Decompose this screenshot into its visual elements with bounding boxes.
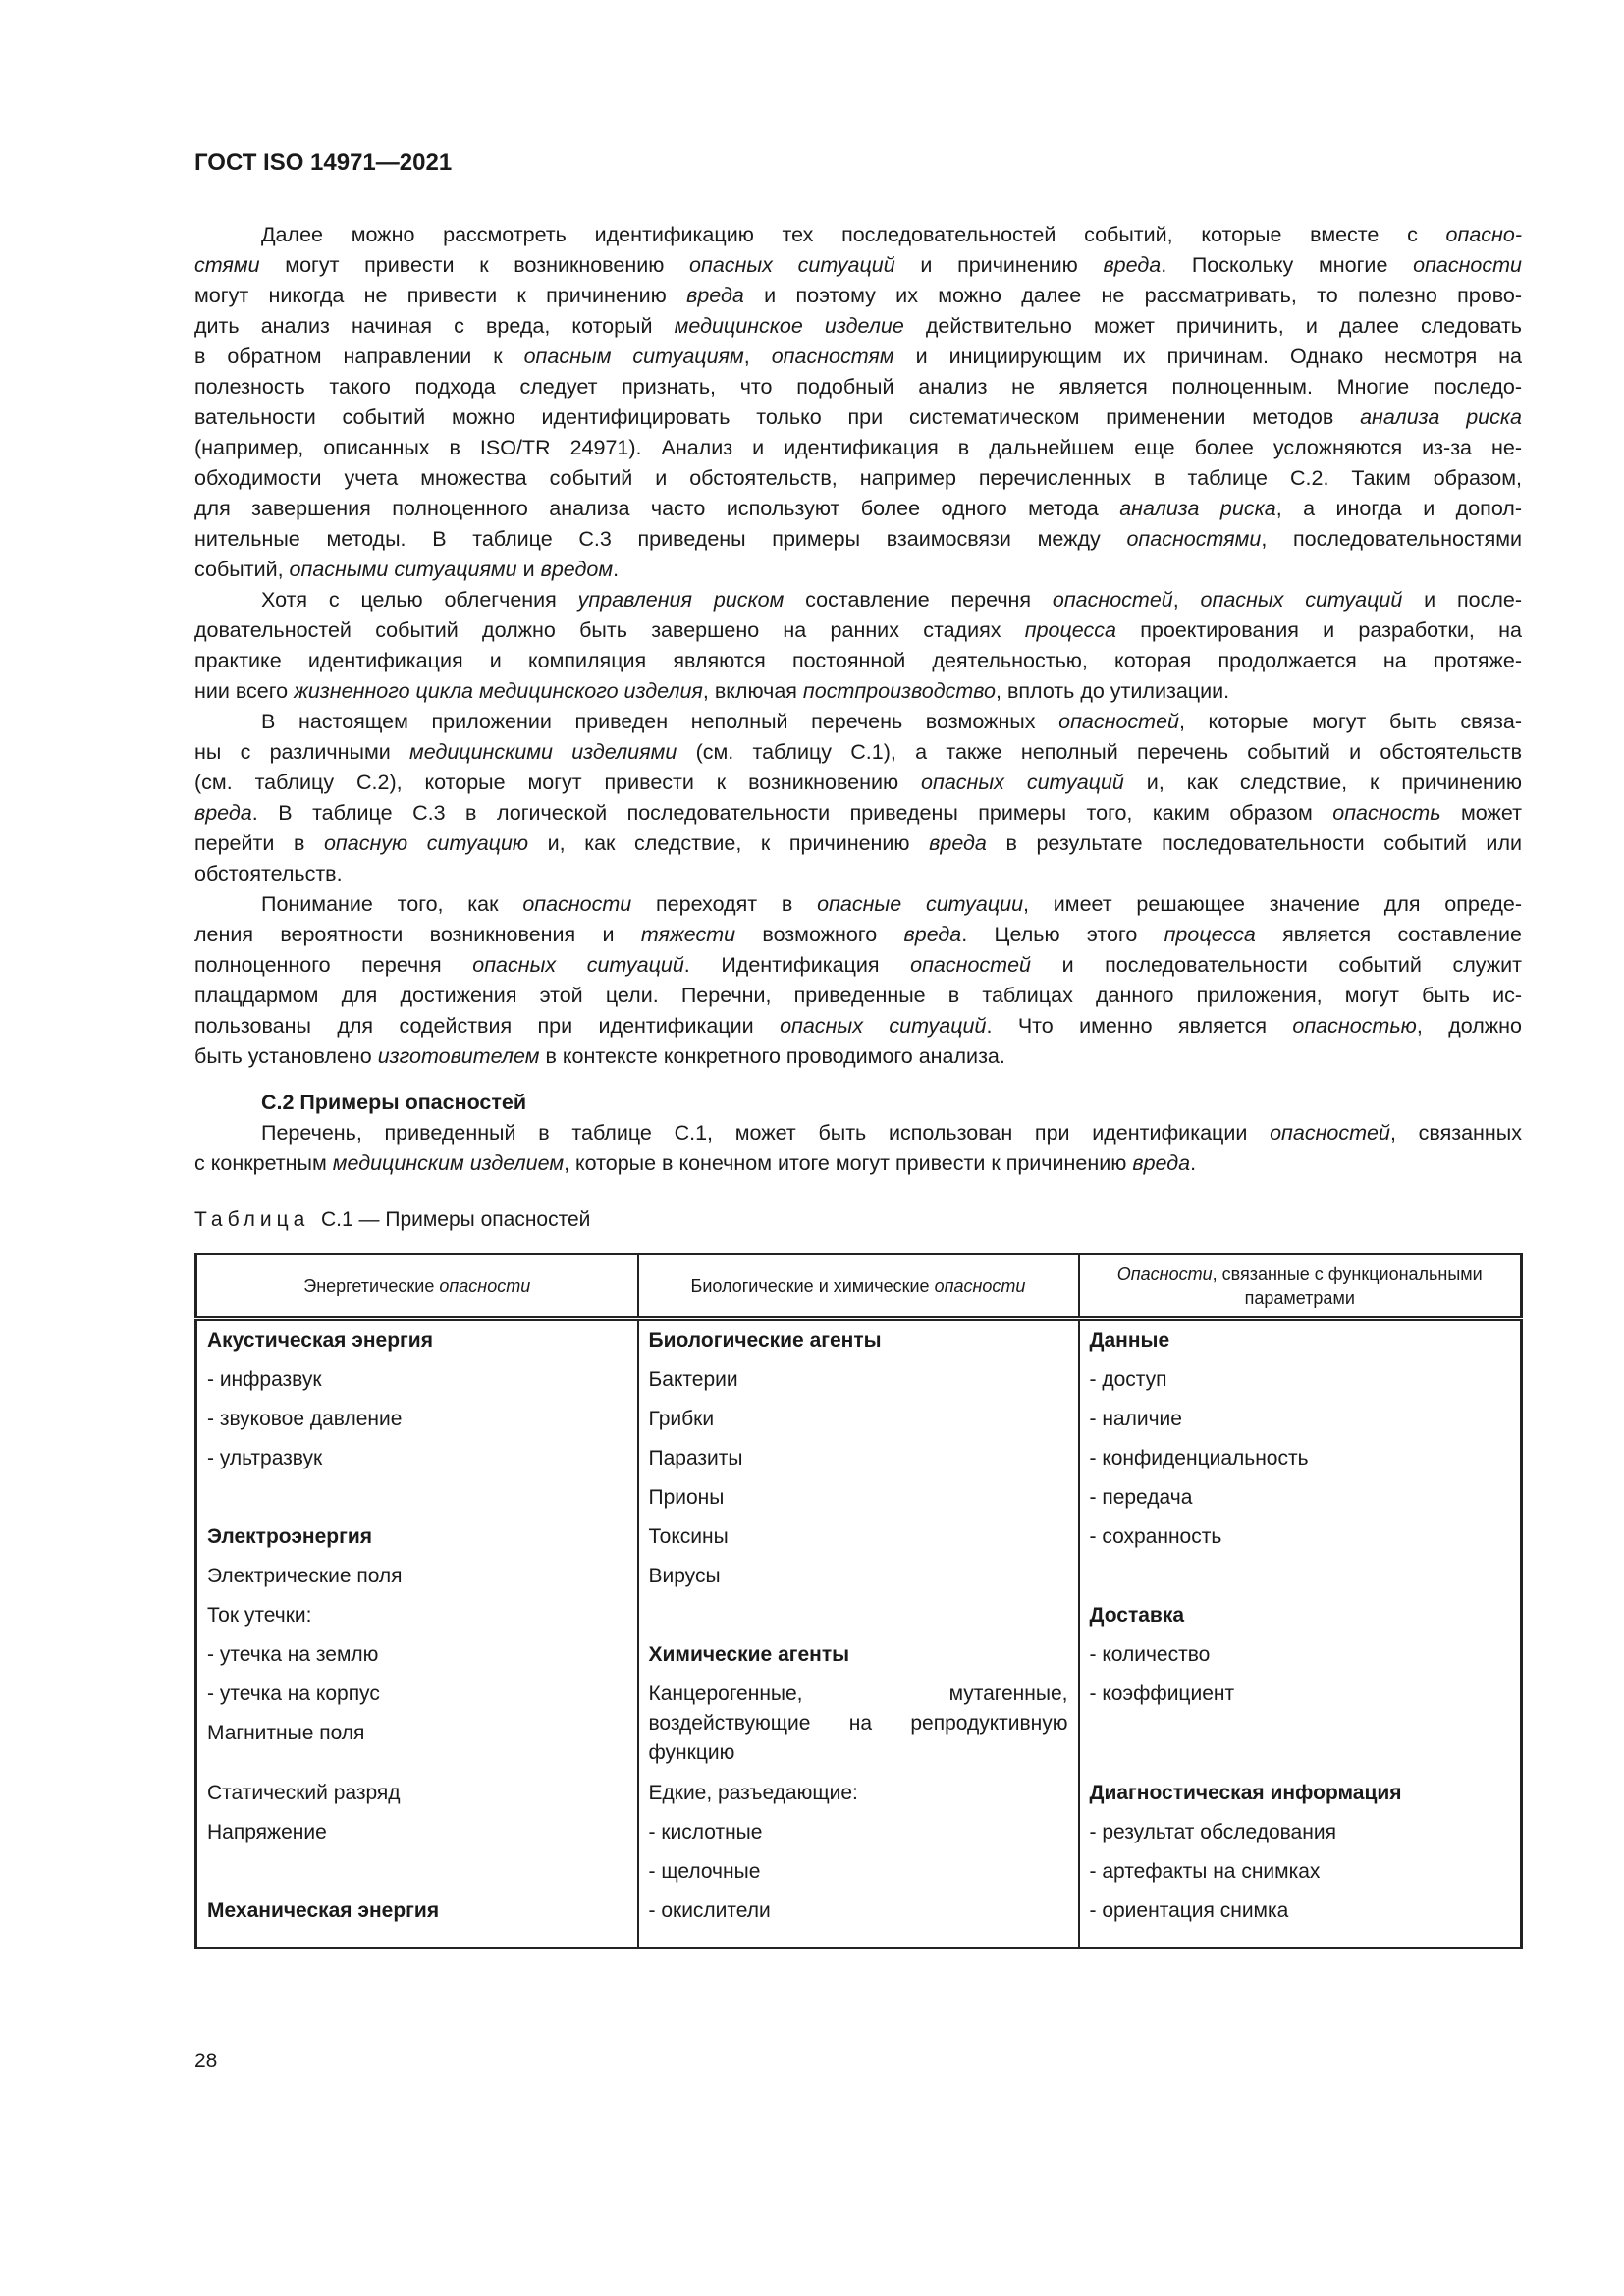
table-cell: Акустическая энергия xyxy=(207,1329,433,1352)
table-cell: Данные xyxy=(1079,1319,1522,1362)
italic-term: опасности xyxy=(1413,253,1522,277)
italic-term: медицинскими изделиями xyxy=(409,740,677,764)
table-cell: - артефакты на снимках xyxy=(1079,1852,1522,1892)
hazard-examples-table xyxy=(194,1253,1523,1949)
italic-term: опасным ситуациям xyxy=(523,345,744,368)
table-cell: - сохранность xyxy=(1079,1518,1522,1557)
document-header-title: ГОСТ ISO 14971—2021 xyxy=(194,149,453,176)
table-caption-label: Таблица xyxy=(194,1208,310,1231)
italic-term: опасностью xyxy=(1292,1014,1417,1038)
italic-term: управления риском xyxy=(577,588,785,612)
text-line xyxy=(194,250,1522,281)
italic-term: медицинское изделие xyxy=(674,314,904,338)
text-run: и, как следствие, к причинению xyxy=(528,831,930,855)
table-cell: - количество xyxy=(1079,1635,1522,1675)
table-cell xyxy=(196,1852,638,1892)
text-run: могут никогда не привести к причинению xyxy=(194,284,687,307)
italic-term: опасностям xyxy=(771,345,894,368)
italic-term: опасных ситуаций xyxy=(472,953,684,977)
text-run: , xyxy=(743,345,772,368)
text-run: . В таблице С.3 в логической последовательности приведены примеры того, каким образом xyxy=(251,801,1333,825)
table-header-row xyxy=(196,1255,1522,1319)
text-line xyxy=(194,463,1522,494)
text-run: в контексте конкретного проводимого анализа. xyxy=(539,1044,1005,1068)
table-row xyxy=(196,1635,1522,1675)
text-run: Далее можно рассмотреть идентификацию тех последовательностей событий, которые вместе с xyxy=(261,223,1446,246)
italic-term: вреда xyxy=(903,923,962,946)
section-heading: С.2 Примеры опасностей xyxy=(261,1091,527,1114)
text-run: Перечень, приведенный в таблице С.1, может быть использован при идентификации xyxy=(261,1121,1271,1145)
text-line xyxy=(194,859,1522,889)
text-run: в результате последовательности событий или xyxy=(986,831,1522,855)
table-row xyxy=(196,1439,1522,1478)
text-run: , последовательностями xyxy=(1261,527,1522,551)
text-run: и причинению xyxy=(894,253,1104,277)
text-line xyxy=(194,524,1522,555)
text-line xyxy=(194,1148,1522,1179)
table-row xyxy=(196,1319,1522,1362)
text-run: . Что именно является xyxy=(986,1014,1293,1038)
text-run: . Идентификация xyxy=(683,953,911,977)
table-cell: - утечка на корпус xyxy=(207,1682,380,1705)
text-run: составление перечня xyxy=(784,588,1053,612)
table-row xyxy=(196,1813,1522,1852)
text-line xyxy=(194,889,1522,920)
text-run: полезность такого подхода следует признать, что подобный анализ не является полноценным. Многие последо- xyxy=(194,375,1522,399)
text-run: вательности событий можно идентифицировать только при систематическом применении методов xyxy=(194,405,1361,429)
text-line xyxy=(194,768,1522,798)
table-cell: - коэффициент xyxy=(1079,1675,1522,1714)
table-row xyxy=(196,1478,1522,1518)
italic-term: постпроизводство xyxy=(802,679,997,703)
table-row xyxy=(196,1361,1522,1400)
text-line xyxy=(194,311,1522,342)
italic-term: вреда xyxy=(686,284,744,307)
text-line xyxy=(194,281,1522,311)
italic-term: вреда xyxy=(1103,253,1162,277)
table-cell: Биологические агенты xyxy=(638,1319,1079,1362)
text-run: нии всего xyxy=(194,679,295,703)
table-row xyxy=(196,1675,1522,1714)
text-line xyxy=(194,615,1522,646)
text-run: ления вероятности возникновения и xyxy=(194,923,641,946)
italic-term: опасностей xyxy=(1058,710,1179,733)
italic-term: жизненного цикла медицинского изделия xyxy=(294,679,703,703)
text-run: (см. таблицу С.2), которые могут привести к возникновению xyxy=(194,771,922,794)
text-line xyxy=(194,220,1522,250)
table-cell: Прионы xyxy=(638,1478,1079,1518)
italic-term: опасно- xyxy=(1445,223,1522,246)
table-cell: - результат обследования xyxy=(1079,1813,1522,1852)
italic-term: процесса xyxy=(1164,923,1256,946)
italic-term: опасных ситуаций xyxy=(689,253,895,277)
text-line xyxy=(194,433,1522,463)
text-run: обстоятельств. xyxy=(194,862,343,885)
italic-term: Опасности xyxy=(1116,1264,1213,1284)
italic-term: опасных ситуаций xyxy=(780,1014,987,1038)
table-caption-text: С.1 — Примеры опасностей xyxy=(321,1208,591,1231)
text-run: , которые могут быть связа- xyxy=(1178,710,1522,733)
text-run: и поэтому их можно далее не рассматривать, то полезно прово- xyxy=(743,284,1522,307)
text-run: в обратном направлении к xyxy=(194,345,524,368)
italic-term: вредом xyxy=(540,558,614,581)
table-cell: - звуковое давление xyxy=(207,1408,403,1430)
table-cell: Механическая энергия xyxy=(207,1899,440,1922)
italic-term: опасную ситуацию xyxy=(323,831,529,855)
italic-term: опасных ситуаций xyxy=(921,771,1124,794)
italic-term: вреда xyxy=(194,801,252,825)
italic-term: опасных ситуаций xyxy=(1200,588,1403,612)
italic-term: опасности xyxy=(439,1276,531,1296)
table-cell: - конфиденциальность xyxy=(1079,1439,1522,1478)
text-line xyxy=(194,402,1522,433)
table-cell: Диагностическая информация xyxy=(1079,1774,1522,1813)
text-run: , xyxy=(1172,588,1201,612)
text-run: В настоящем приложении приведен неполный перечень возможных xyxy=(261,710,1059,733)
table-row xyxy=(196,1400,1522,1439)
text-line xyxy=(194,676,1522,707)
table-cell: - щелочные xyxy=(638,1852,1079,1892)
table-cell: Вирусы xyxy=(638,1557,1079,1596)
text-run: довательностей событий должно быть завершено на ранних стадиях xyxy=(194,618,1025,642)
table-cell: Статический разряд xyxy=(207,1782,401,1804)
table-cell: Доставка xyxy=(1079,1596,1522,1635)
text-run: для завершения полноценного анализа часто используют более одного метода xyxy=(194,497,1120,520)
text-run: , а иногда и допол- xyxy=(1275,497,1522,520)
table-body xyxy=(196,1319,1522,1949)
table-cell xyxy=(1079,1714,1522,1774)
text-run: , связанных xyxy=(1389,1121,1522,1145)
page-number: 28 xyxy=(194,2050,218,2072)
text-run: , которые в конечном итоге могут привести к причинению xyxy=(564,1151,1133,1175)
text-run: действительно может причинить, и далее следовать xyxy=(903,314,1522,338)
text-line xyxy=(194,646,1522,676)
table-cell: Едкие, разъедающие: xyxy=(638,1774,1079,1813)
table-row xyxy=(196,1518,1522,1557)
text-line xyxy=(194,555,1522,585)
text-run: является составление xyxy=(1255,923,1522,946)
table-row xyxy=(196,1892,1522,1949)
italic-term: тяжести xyxy=(640,923,736,946)
paragraph xyxy=(194,1118,1522,1179)
text-run: и xyxy=(516,558,541,581)
text-line xyxy=(194,585,1522,615)
table-row xyxy=(196,1774,1522,1813)
paragraphs-after xyxy=(194,1118,1522,1179)
text-run: Биологические и химические xyxy=(690,1276,935,1296)
text-line xyxy=(194,920,1522,950)
text-run: проектирования и разработки, на xyxy=(1115,618,1522,642)
paragraph xyxy=(194,889,1522,1072)
table-cell xyxy=(638,1596,1079,1635)
italic-term: анализа риска xyxy=(1119,497,1276,520)
table-cell: Электроэнергия xyxy=(207,1525,373,1548)
text-run: перейти в xyxy=(194,831,324,855)
italic-term: вреда xyxy=(929,831,987,855)
italic-term: опасности xyxy=(522,892,632,916)
body-text xyxy=(194,220,1522,1179)
text-line xyxy=(194,342,1522,372)
text-run: , имеет решающее значение для опреде- xyxy=(1023,892,1522,916)
text-run: . Целью этого xyxy=(961,923,1164,946)
italic-term: опасностей xyxy=(1270,1121,1390,1145)
table-cell: Паразиты xyxy=(638,1439,1079,1478)
text-line xyxy=(194,1041,1522,1072)
italic-term: стями xyxy=(194,253,260,277)
table-cell: - утечка на землю xyxy=(207,1643,379,1666)
text-run: . xyxy=(613,558,620,581)
paragraph xyxy=(194,707,1522,889)
text-run: полноценного перечня xyxy=(194,953,473,977)
italic-term: вреда xyxy=(1132,1151,1191,1175)
text-run: , вплоть до утилизации. xyxy=(996,679,1230,703)
italic-term: опасности xyxy=(934,1276,1026,1296)
text-line xyxy=(194,707,1522,737)
column-header xyxy=(638,1255,1079,1319)
text-run: , включая xyxy=(702,679,803,703)
text-run: с конкретным xyxy=(194,1151,333,1175)
text-run: (см. таблицу С.1), а также неполный перечень событий и обстоятельств xyxy=(677,740,1522,764)
table-cell: Химические агенты xyxy=(638,1635,1079,1675)
table-row xyxy=(196,1852,1522,1892)
table-caption xyxy=(194,1208,590,1232)
paragraph xyxy=(194,220,1522,585)
italic-term: опасность xyxy=(1332,801,1441,825)
text-line xyxy=(194,372,1522,402)
text-run: возможного xyxy=(735,923,904,946)
text-run: нительные методы. В таблице С.3 приведены примеры взаимосвязи между xyxy=(194,527,1127,551)
text-run: и, как следствие, к причинению xyxy=(1123,771,1522,794)
table-cell: Бактерии xyxy=(638,1361,1079,1400)
text-line xyxy=(194,1011,1522,1041)
italic-term: опасностей xyxy=(1052,588,1173,612)
text-run: событий, xyxy=(194,558,290,581)
table-cell: Напряжение xyxy=(207,1821,327,1843)
table-cell: - кислотные xyxy=(638,1813,1079,1852)
italic-term: опасными ситуациями xyxy=(289,558,517,581)
table-cell: Канцерогенные, мутагенные, воздействующие на репродуктивную функцию xyxy=(638,1675,1079,1774)
text-run: переходят в xyxy=(631,892,818,916)
italic-term: опасностями xyxy=(1126,527,1262,551)
table-cell: Токсины xyxy=(638,1518,1079,1557)
text-run: быть установлено xyxy=(194,1044,378,1068)
text-run: обходимости учета множества событий и обстоятельств, например перечисленных в таблице С.2. Таким образом, xyxy=(194,466,1522,490)
italic-term: медицинским изделием xyxy=(332,1151,565,1175)
text-line xyxy=(194,737,1522,768)
table-cell: - ориентация снимка xyxy=(1079,1892,1522,1949)
table-cell: - доступ xyxy=(1079,1361,1522,1400)
text-run: может xyxy=(1440,801,1522,825)
text-line xyxy=(194,494,1522,524)
text-run: . xyxy=(1190,1151,1197,1175)
text-run: (например, описанных в ISO/TR 24971). Анализ и идентификация в дальнейшем еще более усложняются из-за не- xyxy=(194,436,1522,459)
text-line xyxy=(194,798,1522,828)
table-cell: Электрические поля xyxy=(207,1565,403,1587)
text-run: . Поскольку многие xyxy=(1161,253,1414,277)
table-row xyxy=(196,1557,1522,1596)
table-row xyxy=(196,1596,1522,1635)
text-run: ны с различными xyxy=(194,740,410,764)
text-line xyxy=(194,950,1522,981)
text-run: плацдармом для достижения этой цели. Перечни, приведенные в таблицах данного приложения, могут быть ис- xyxy=(194,984,1522,1007)
text-line xyxy=(194,1118,1522,1148)
table-cell: - наличие xyxy=(1079,1400,1522,1439)
text-run: , должно xyxy=(1416,1014,1522,1038)
text-run: пользованы для содействия при идентификации xyxy=(194,1014,781,1038)
table-cell: Магнитные поля xyxy=(207,1722,365,1744)
paragraphs-before xyxy=(194,220,1522,1072)
table-cell xyxy=(1079,1557,1522,1596)
text-run: и инициирующим их причинам. Однако несмотря на xyxy=(893,345,1522,368)
table-cell: - передача xyxy=(1079,1478,1522,1518)
column-header xyxy=(1079,1255,1522,1319)
table-cell: - ультразвук xyxy=(207,1447,323,1469)
table-cell: - инфразвук xyxy=(207,1368,322,1391)
text-run: и после- xyxy=(1402,588,1522,612)
text-run: , связанные с функциональными параметрами xyxy=(1212,1264,1483,1308)
text-run: Понимание того, как xyxy=(261,892,523,916)
column-header xyxy=(196,1255,638,1319)
italic-term: анализа риска xyxy=(1360,405,1522,429)
italic-term: опасные ситуации xyxy=(817,892,1024,916)
text-run: Энергетические xyxy=(303,1276,440,1296)
text-run: могут привести к возникновению xyxy=(259,253,690,277)
table-cell: Ток утечки: xyxy=(207,1604,312,1627)
text-run: практике идентификация и компиляция являются постоянной деятельностью, которая продолжается на протяже- xyxy=(194,649,1522,672)
table-cell xyxy=(196,1478,638,1518)
italic-term: опасностей xyxy=(910,953,1031,977)
text-line xyxy=(194,828,1522,859)
text-line xyxy=(194,981,1522,1011)
paragraph xyxy=(194,585,1522,707)
italic-term: процесса xyxy=(1024,618,1116,642)
text-run: Хотя с целью облегчения xyxy=(261,588,578,612)
table-cell: - окислители xyxy=(638,1892,1079,1949)
italic-term: изготовителем xyxy=(377,1044,540,1068)
text-run: и последовательности событий служит xyxy=(1030,953,1522,977)
table-cell: Грибки xyxy=(638,1400,1079,1439)
text-run: дить анализ начиная с вреда, который xyxy=(194,314,675,338)
